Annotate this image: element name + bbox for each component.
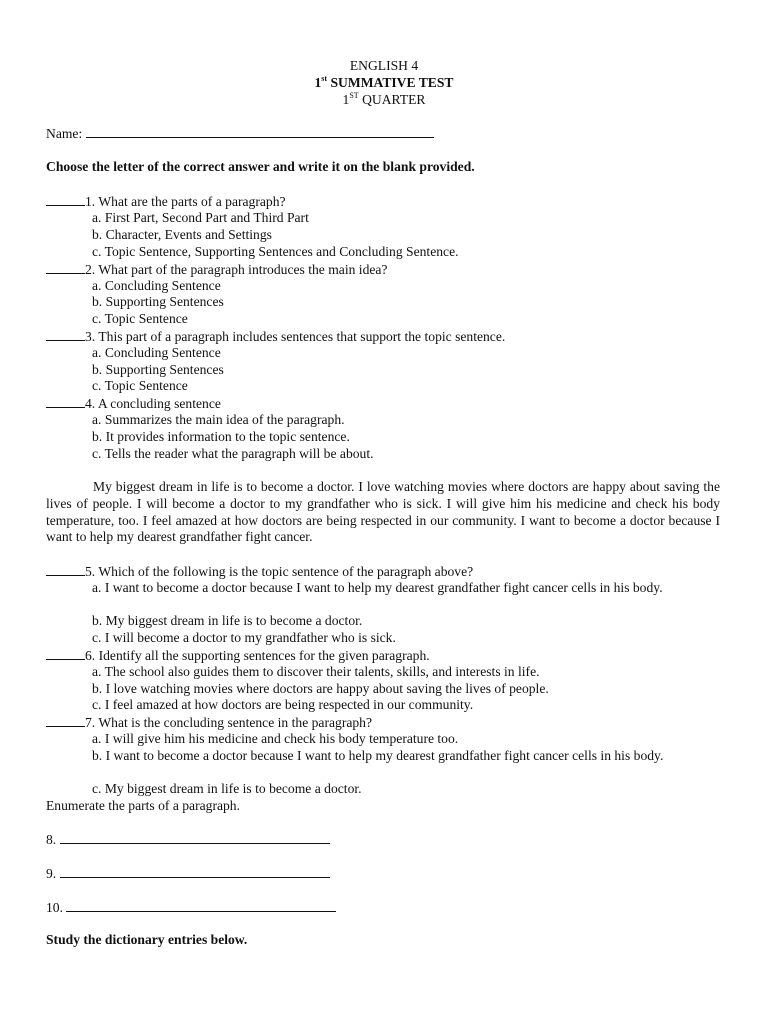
option: c. Topic Sentence bbox=[92, 311, 188, 326]
option: b. It provides information to the topic sentence. bbox=[92, 429, 350, 444]
question-text: 2. What part of the paragraph introduces the main idea? bbox=[85, 262, 388, 277]
option: b. Character, Events and Settings bbox=[92, 227, 272, 242]
enum-answer-field[interactable] bbox=[66, 899, 336, 912]
answer-blank[interactable] bbox=[46, 328, 85, 341]
answer-blank[interactable] bbox=[46, 563, 85, 576]
question-2 bbox=[46, 261, 387, 279]
option: a. Concluding Sentence bbox=[92, 345, 221, 360]
option: c. I feel amazed at how doctors are being respected in our community. bbox=[92, 697, 474, 712]
option: c. Topic Sentence, Supporting Sentences and Concluding Sentence. bbox=[92, 244, 459, 259]
name-line bbox=[46, 125, 434, 143]
option: a. I want to become a doctor because I want to help my dearest grandfather fight cancer cells in his body. bbox=[92, 580, 663, 595]
question-text: 7. What is the concluding sentence in the paragraph? bbox=[85, 715, 373, 730]
test-title: SUMMATIVE TEST bbox=[330, 75, 454, 90]
question-1 bbox=[46, 193, 286, 211]
option: b. I love watching movies where doctors are happy about saving the lives of people. bbox=[92, 681, 549, 696]
enum-item-9 bbox=[46, 865, 330, 883]
instruction-dictionary: Study the dictionary entries below. bbox=[46, 932, 248, 947]
enum-number: 10. bbox=[46, 900, 63, 915]
question-3 bbox=[46, 328, 505, 346]
enum-item-8 bbox=[46, 831, 330, 849]
answer-blank[interactable] bbox=[46, 193, 85, 206]
enum-number: 9. bbox=[46, 866, 57, 881]
enum-number: 8. bbox=[46, 832, 57, 847]
quarter-number: 1 bbox=[342, 92, 350, 107]
reading-passage: My biggest dream in life is to become a doctor. I love watching movies where doctors are happy about saving the lives of people. I will become a doctor to my grandfather who is sick. I will give him his medicine and check his body temperature, too. I feel amazed at how doctors are being respected in our community. I want to become a doctor because I want to help my dearest grandfather fight cancer. bbox=[46, 479, 720, 545]
option: a. The school also guides them to discover their talents, skills, and interests in life. bbox=[92, 664, 540, 679]
enum-answer-field[interactable] bbox=[60, 865, 330, 878]
name-field[interactable] bbox=[86, 125, 434, 138]
option: c. I will become a doctor to my grandfather who is sick. bbox=[92, 630, 396, 645]
question-text: 1. What are the parts of a paragraph? bbox=[85, 194, 286, 209]
test-number-suffix: st bbox=[321, 74, 328, 83]
name-label: Name: bbox=[46, 126, 83, 141]
option: a. First Part, Second Part and Third Part bbox=[92, 210, 309, 225]
option: a. I will give him his medicine and check his body temperature too. bbox=[92, 731, 459, 746]
test-heading bbox=[0, 75, 768, 92]
option: b. Supporting Sentences bbox=[92, 362, 224, 377]
option: c. Topic Sentence bbox=[92, 378, 188, 393]
instruction-choose: Choose the letter of the correct answer and write it on the blank provided. bbox=[46, 159, 475, 174]
answer-blank[interactable] bbox=[46, 395, 85, 408]
question-7 bbox=[46, 714, 372, 732]
question-5 bbox=[46, 563, 473, 581]
test-number: 1 bbox=[314, 75, 322, 90]
option: c. Tells the reader what the paragraph will be about. bbox=[92, 446, 374, 461]
quarter-title: QUARTER bbox=[362, 92, 426, 107]
option: c. My biggest dream in life is to become a doctor. bbox=[92, 781, 362, 796]
option: a. Concluding Sentence bbox=[92, 278, 221, 293]
question-text: 4. A concluding sentence bbox=[85, 396, 221, 411]
answer-blank[interactable] bbox=[46, 714, 85, 727]
question-text: 6. Identify all the supporting sentences for the given paragraph. bbox=[85, 648, 430, 663]
subject-heading: ENGLISH 4 bbox=[349, 58, 419, 73]
enumerate-instruction: Enumerate the parts of a paragraph. bbox=[46, 798, 240, 813]
answer-blank[interactable] bbox=[46, 647, 85, 660]
enum-answer-field[interactable] bbox=[60, 831, 330, 844]
question-6 bbox=[46, 647, 430, 665]
quarter-suffix: ST bbox=[349, 91, 359, 100]
answer-blank[interactable] bbox=[46, 261, 85, 274]
question-text: 3. This part of a paragraph includes sentences that support the topic sentence. bbox=[85, 329, 506, 344]
enum-item-10 bbox=[46, 899, 336, 917]
option: b. My biggest dream in life is to become a doctor. bbox=[92, 613, 363, 628]
option: b. I want to become a doctor because I want to help my dearest grandfather fight cancer cells in his body. bbox=[92, 748, 664, 763]
option: a. Summarizes the main idea of the paragraph. bbox=[92, 412, 345, 427]
question-text: 5. Which of the following is the topic sentence of the paragraph above? bbox=[85, 564, 474, 579]
option: b. Supporting Sentences bbox=[92, 294, 224, 309]
question-4 bbox=[46, 395, 221, 413]
quarter-heading bbox=[0, 92, 768, 109]
